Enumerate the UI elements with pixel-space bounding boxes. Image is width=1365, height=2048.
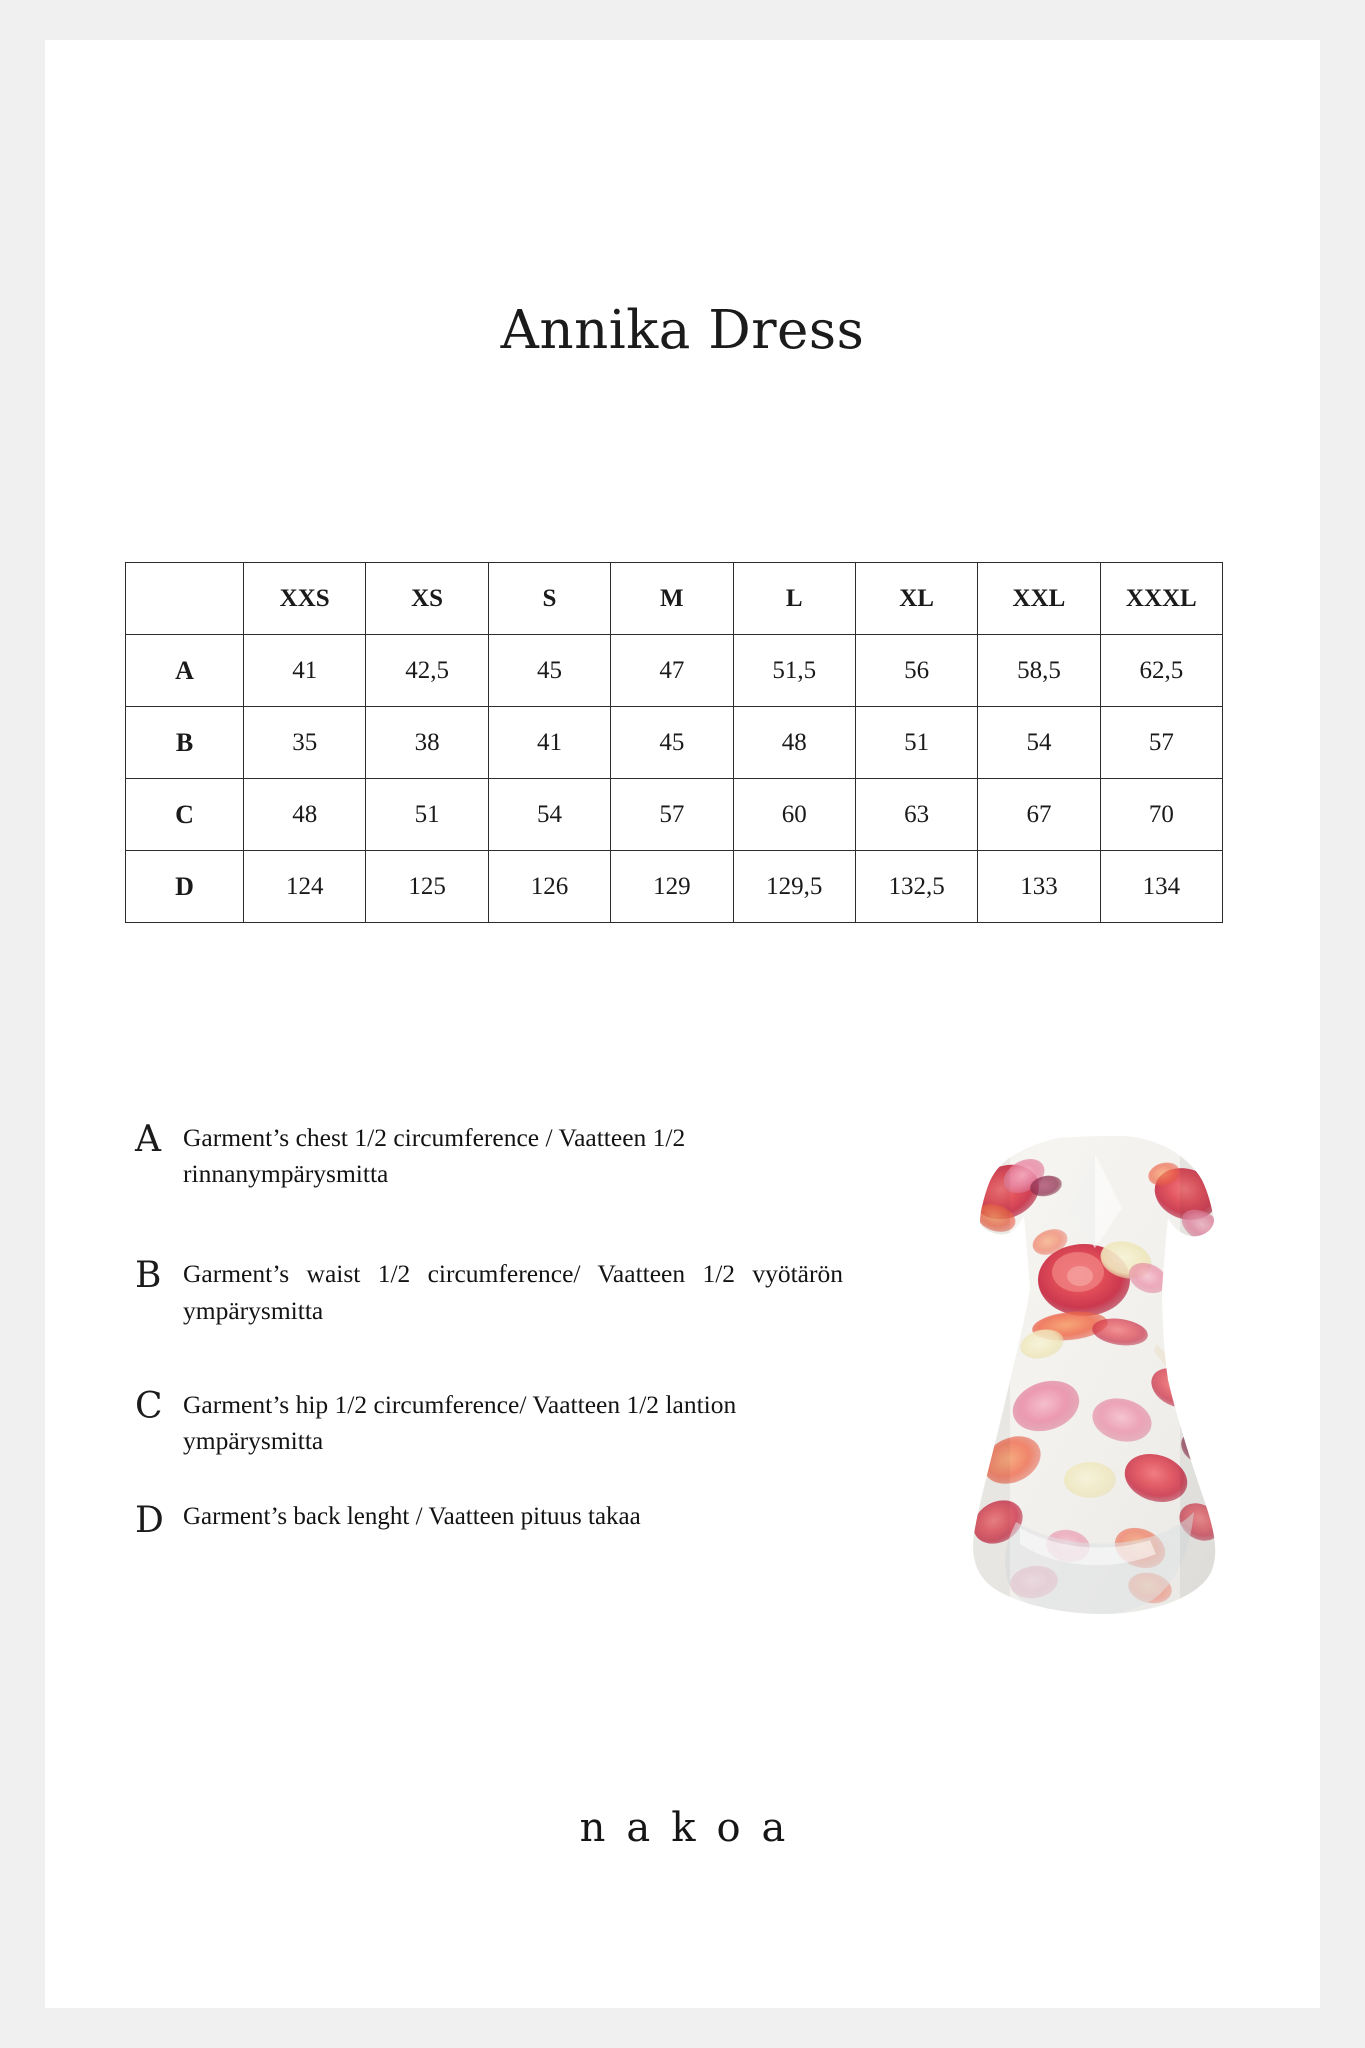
cell-c-s: 54 xyxy=(488,779,610,851)
cell-b-s: 41 xyxy=(488,707,610,779)
cell-c-xs: 51 xyxy=(366,779,488,851)
cell-c-xxxl: 70 xyxy=(1100,779,1222,851)
legend-letter-c: C xyxy=(135,1385,163,1427)
cell-a-xxl: 58,5 xyxy=(978,635,1100,707)
cell-c-xl: 63 xyxy=(855,779,977,851)
cell-a-m: 47 xyxy=(611,635,733,707)
legend-item-a xyxy=(125,1120,845,1192)
cell-b-xs: 38 xyxy=(366,707,488,779)
floral-wrap-dress-photo xyxy=(950,1130,1240,1650)
legend-letter-d: D xyxy=(135,1500,164,1542)
brand-logo: nakoa xyxy=(579,1805,807,1851)
cell-a-s: 45 xyxy=(488,635,610,707)
table-row xyxy=(126,707,1223,779)
cell-d-xxxl: 134 xyxy=(1100,851,1222,923)
cell-c-xxs: 48 xyxy=(244,779,366,851)
cell-c-xxl: 67 xyxy=(978,779,1100,851)
table-row xyxy=(126,779,1223,851)
legend-letter-a: A xyxy=(135,1119,161,1160)
legend-item-b xyxy=(125,1256,845,1328)
cell-a-l: 51,5 xyxy=(733,635,855,707)
cell-c-l: 60 xyxy=(733,779,855,851)
table-row xyxy=(126,635,1223,707)
legend-text-d: Garment’s back lenght / Vaatteen pituus takaa xyxy=(183,1503,641,1531)
cell-a-xxxl: 62,5 xyxy=(1100,635,1222,707)
page-title: Annika Dress xyxy=(500,300,865,361)
row-label-c: C xyxy=(126,779,244,851)
legend-item-c xyxy=(125,1387,845,1459)
row-label-b: B xyxy=(126,707,244,779)
table-header-xl: XL xyxy=(855,563,977,635)
table-header-s: S xyxy=(488,563,610,635)
legend-text-a: Garment’s chest 1/2 circumference / Vaatteen 1/2 rinnanympärysmitta xyxy=(183,1123,686,1189)
table-corner-cell xyxy=(126,563,244,635)
row-label-a: A xyxy=(126,635,244,707)
table-header-xxl: XXL xyxy=(978,563,1100,635)
cell-b-m: 45 xyxy=(611,707,733,779)
document-sheet xyxy=(45,40,1320,2008)
size-chart-table xyxy=(125,562,1223,923)
row-label-d: D xyxy=(126,851,244,923)
legend-letter-b: B xyxy=(135,1255,162,1297)
cell-c-m: 57 xyxy=(611,779,733,851)
cell-d-xl: 132,5 xyxy=(855,851,977,923)
cell-d-l: 129,5 xyxy=(733,851,855,923)
size-chart-table-container xyxy=(125,562,1223,923)
table-header-xxs: XXS xyxy=(244,563,366,635)
table-header-m: M xyxy=(611,563,733,635)
cell-d-xxs: 124 xyxy=(244,851,366,923)
cell-d-m: 129 xyxy=(611,851,733,923)
cell-d-s: 126 xyxy=(488,851,610,923)
table-header-xxxl: XXXL xyxy=(1100,563,1222,635)
table-header-xs: XS xyxy=(366,563,488,635)
measurement-legend xyxy=(125,1120,845,1615)
legend-text-c: Garment’s hip 1/2 circumference/ Vaatteen 1/2 lantion ympärysmitta xyxy=(183,1389,737,1456)
cell-a-xxs: 41 xyxy=(244,635,366,707)
cell-b-l: 48 xyxy=(733,707,855,779)
cell-d-xs: 125 xyxy=(366,851,488,923)
cell-a-xs: 42,5 xyxy=(366,635,488,707)
cell-a-xl: 56 xyxy=(855,635,977,707)
cell-b-xxxl: 57 xyxy=(1100,707,1222,779)
table-header-l: L xyxy=(733,563,855,635)
legend-item-d xyxy=(125,1499,845,1569)
cell-b-xxl: 54 xyxy=(978,707,1100,779)
cell-b-xl: 51 xyxy=(855,707,977,779)
cell-b-xxs: 35 xyxy=(244,707,366,779)
table-header-row xyxy=(126,563,1223,635)
cell-d-xxl: 133 xyxy=(978,851,1100,923)
legend-text-b: Garment’s waist 1/2 circumference/ Vaatteen 1/2 vyötärön ympärysmitta xyxy=(183,1259,843,1325)
table-row xyxy=(126,851,1223,923)
